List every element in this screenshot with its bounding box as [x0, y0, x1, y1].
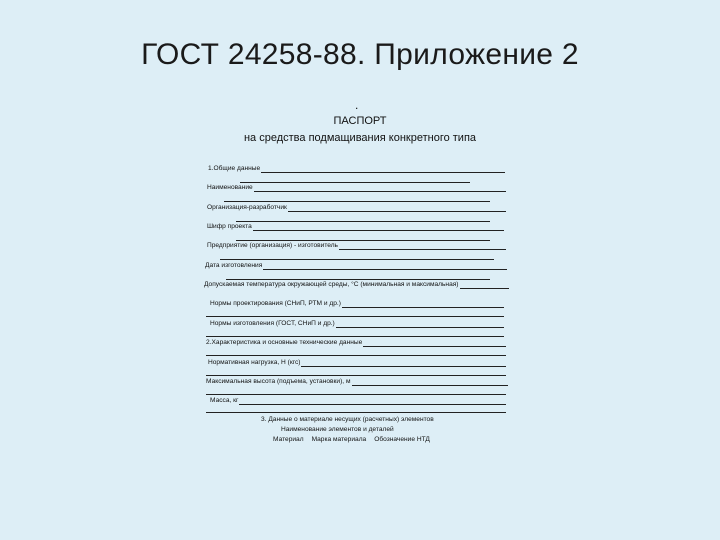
field-characteristics-line-2: [206, 355, 506, 356]
field-project-code: [207, 223, 504, 231]
materials-col-material: Материал: [273, 436, 304, 443]
field-date-label: Дата изготовления: [205, 262, 263, 269]
field-general: [208, 165, 505, 173]
field-date: [205, 262, 507, 270]
field-design-norms: [210, 300, 504, 308]
field-manufacture-norms: [210, 320, 504, 328]
field-date-line-2: [226, 279, 490, 280]
field-load-line: [301, 360, 506, 367]
field-temperature-label: Допускаемая температура окружающей среды, °С (минимальная и максимальная): [204, 281, 459, 288]
field-mass-label: Масса, кг: [210, 397, 239, 404]
field-mass: [210, 397, 506, 405]
materials-columns: [273, 436, 430, 444]
field-manufacturer-line: [339, 243, 506, 250]
field-design-norms-line: [342, 301, 504, 308]
field-load-label: Нормативная нагрузка, Н (кгс): [208, 359, 301, 366]
field-manufacturer-label: Предприятие (организация) - изготовитель: [207, 242, 338, 249]
field-design-norms-line-2: [206, 316, 504, 317]
field-design-norms-label: Нормы проектирования (СНиП, РТМ и др.): [210, 300, 341, 307]
field-name-label: Наименование: [207, 184, 253, 191]
materials-section-title: 3. Данные о материале несущих (расчетных) элементов: [261, 416, 434, 423]
passport-dot: .: [355, 98, 359, 112]
field-temperature-line: [460, 282, 509, 289]
passport-subheading: на средства подмащивания конкретного типа: [243, 132, 477, 144]
field-characteristics-line: [363, 340, 506, 347]
field-characteristics: [206, 339, 506, 347]
field-characteristics-label: 2.Характеристика и основные технические данные: [206, 339, 363, 346]
field-developer-line: [288, 205, 506, 212]
field-developer-label: Организация-разработчик: [207, 204, 287, 211]
field-manufacturer: [207, 242, 506, 250]
field-height: [206, 378, 508, 386]
field-mass-line-2: [206, 412, 506, 413]
field-mass-line: [239, 398, 506, 405]
field-manufacturer-line-2: [220, 259, 494, 260]
slide-title: ГОСТ 24258-88. Приложение 2: [141, 38, 579, 71]
field-load: [208, 359, 506, 367]
materials-elements-title: Наименование элементов и деталей: [281, 426, 394, 433]
field-project-code-label: Шифр проекта: [207, 223, 252, 230]
field-project-code-line-2: [236, 240, 490, 241]
field-height-label: Максимальная высота (подъема, установки), м: [206, 378, 351, 385]
field-name-line: [254, 185, 506, 192]
field-manufacture-norms-line-2: [206, 336, 504, 337]
field-manufacture-norms-line: [336, 321, 504, 328]
field-height-line-2: [206, 394, 506, 395]
field-developer: [207, 204, 506, 212]
field-name: [207, 184, 506, 192]
materials-col-grade: Марка материала: [311, 436, 367, 443]
field-temperature: [204, 281, 509, 289]
materials-col-ntd: Обозначение НТД: [374, 436, 430, 443]
field-general-line: [261, 166, 505, 173]
field-date-line: [263, 263, 507, 270]
field-developer-line-2: [236, 221, 490, 222]
field-project-code-line: [253, 224, 504, 231]
field-manufacture-norms-label: Нормы изготовления (ГОСТ, СНиП и др.): [210, 320, 335, 327]
field-name-line-2: [224, 201, 490, 202]
field-general-line-2: [240, 182, 470, 183]
field-general-label: 1.Общие данные: [208, 165, 261, 172]
passport-heading: ПАСПОРТ: [333, 115, 387, 127]
field-load-line-2: [206, 375, 506, 376]
field-height-line: [352, 379, 509, 386]
